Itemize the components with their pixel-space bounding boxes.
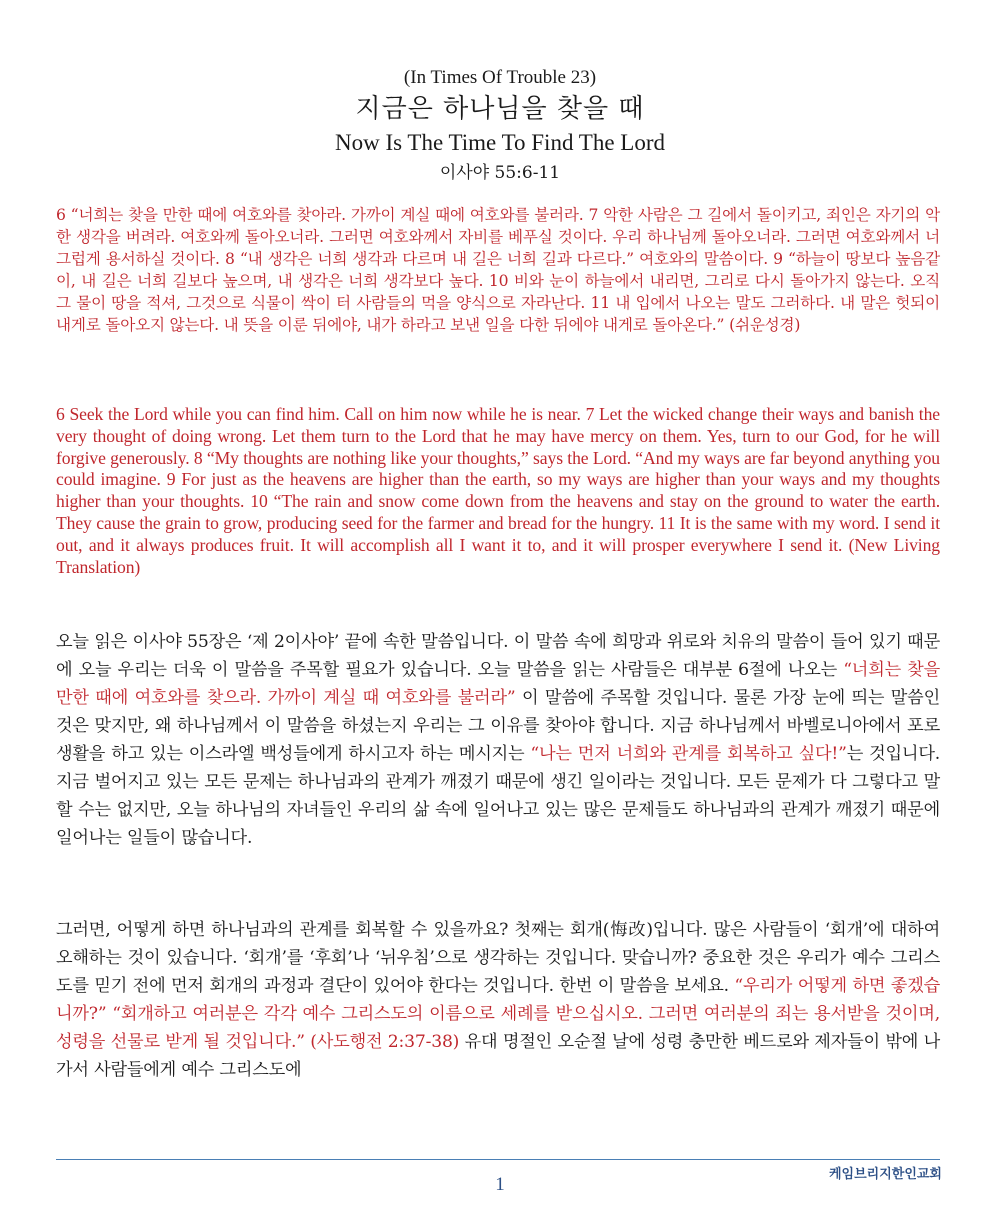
sermon-title-english: Now Is The Time To Find The Lord — [335, 130, 665, 155]
body-paragraph-2 — [56, 916, 940, 1084]
highlighted-quote: “너희는 찾을만한 때에 여호와를 찾으라. 가까이 계실 때 여호와를 불러라” — [56, 660, 940, 708]
body-text: 는 것입니다. 지금 벌어지고 있는 모든 문제는 하나님과의 관계가 깨졌기 때문에 생긴 일이라는 것입니다. 모든 문제가 다 그렇다고 말할 수는 없지만, 오늘 하나님의 자녀들인 우리의 삶 속에 일어나고 있는 많은 문제들도 하나님과의 관계가 깨졌기 때문에 일어나는 일들이 많습니다. — [56, 744, 940, 848]
body-text: 오늘 읽은 이사야 55장은 ‘제 2이사야’ 끝에 속한 말씀입니다. 이 말씀 속에 희망과 위로와 치유의 말씀이 들어 있기 때문에 오늘 우리는 더욱 이 말씀을 주목할 필요가 있습니다. 오늘 말씀을 읽는 사람들은 대부분 6절에 나오는 — [56, 632, 940, 680]
page-number: 1 — [495, 1174, 505, 1195]
footer-divider — [56, 1159, 940, 1160]
sermon-title-korean: 지금은 하나님을 찾을 때 — [355, 94, 645, 124]
body-paragraph-1 — [56, 628, 940, 852]
scripture-reference: 이사야 55:6-11 — [439, 163, 561, 183]
scripture-english: 6 Seek the Lord while you can find him. Call on him now while he is near. 7 Let the wicked change their ways and banish the very thought of doing wrong. Let them turn to the Lord that he may have mercy on them. Yes, turn to our God, for he will forgive generously. 8 “My thoughts are nothing like your thoughts,” says the Lord. “And my ways are far beyond anything you could imagine. 9 For just as the heavens are higher than the earth, so my ways are higher than your ways and my thoughts higher than your thoughts. 10 “The rain and snow come down from the heavens and stay on the ground to water the earth. They cause the grain to grow, producing seed for the farmer and bread for the hungry. 11 It is the same with my word. I send it out, and it always produces fruit. It will accomplish all I want it to, and it will prosper everywhere I send it. (New Living Translation) — [56, 404, 940, 577]
body-text: 이 말씀에 주목할 것입니다. 물론 가장 눈에 띄는 말씀인 것은 맞지만, 왜 하나님께서 이 말씀을 하셨는지 우리는 그 이유를 찾아야 합니다. 지금 하나님께서 바벨로니아에서 포로생활을 하고 있는 이스라엘 백성들에게 하시고자 하는 메시지는 — [56, 688, 940, 764]
scripture-korean: 6 “너희는 찾을 만한 때에 여호와를 찾아라. 가까이 계실 때에 여호와를 불러라. 7 악한 사람은 그 길에서 돌이키고, 죄인은 자기의 악한 생각을 버려라. 여호와께 돌아오너라. 그러면 여호와께서 자비를 베푸실 것이다. 우리 하나님께 돌아오너라. 그러면 여호와께서 너그럽게 용서하실 것이다. 8 “내 생각은 너희 생각과 다르며 내 길은 너희 길과 다르다.” 여호와의 말씀이다. 9 “하늘이 땅보다 높음같이, 내 길은 너희 길보다 높으며, 내 생각은 너희 생각보다 높다. 10 비와 눈이 하늘에서 내리면, 그리로 다시 돌아가지 않는다. 오직 그 물이 땅을 적셔, 그것으로 식물이 싹이 터 사람들의 먹을 양식으로 자라난다. 11 내 입에서 나오는 말도 그러하다. 내 말은 헛되이 내게로 돌아오지 않는다. 내 뜻을 이룬 뒤에야, 내가 하라고 보낸 일을 다한 뒤에야 내게로 돌아온다.” (쉬운성경) — [56, 206, 940, 334]
page-header — [0, 66, 1000, 186]
highlighted-quote: “우리가 어떻게 하면 좋겠습니까?” “회개하고 여러분은 각각 예수 그리스도의 이름으로 세례를 받으십시오. 그러면 여러분의 죄는 용서받을 것이며, 성령을 선물로 받게 될 것입니다.” (사도행전 2:37-38) — [56, 976, 941, 1052]
series-title: (In Times Of Trouble 23) — [403, 67, 597, 88]
body-text: 그러면, 어떻게 하면 하나님과의 관계를 회복할 수 있을까요? 첫째는 회개(悔改)입니다. 많은 사람들이 ‘회개’에 대하여 오해하는 것이 있습니다. ‘회개’를 ‘후회’나 ‘뉘우침’으로 생각하는 것입니다. 맞습니까? 중요한 것은 우리가 예수 그리스도를 믿기 전에 먼저 회개의 과정과 결단이 있어야 한다는 것입니다. 한번 이 말씀을 보세요. — [56, 920, 940, 996]
body-text: 유대 명절인 오순절 날에 성령 충만한 베드로와 제자들이 밖에 나가서 사람들에게 예수 그리스도에 — [56, 1032, 940, 1080]
footer-church-name: 케임브리지한인교회 — [828, 1167, 942, 1182]
highlighted-quote: “나는 먼저 너희와 관계를 회복하고 싶다!” — [530, 744, 847, 764]
